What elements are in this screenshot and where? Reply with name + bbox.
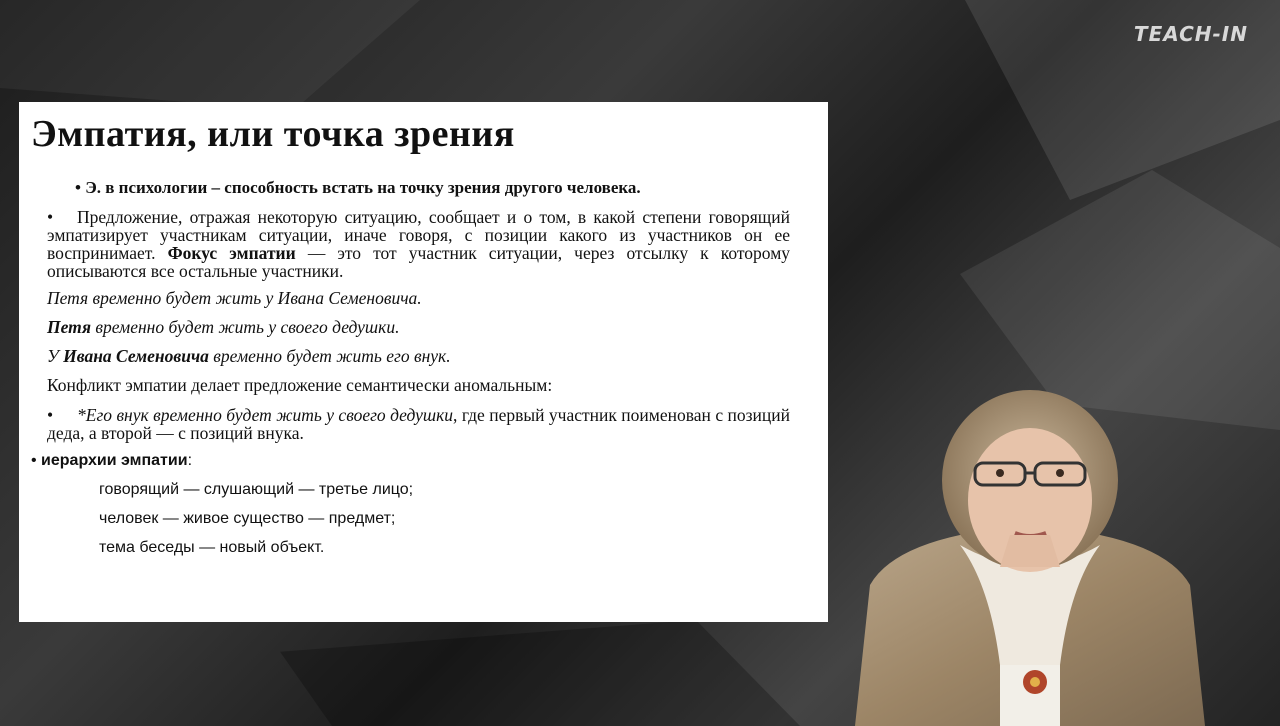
slide-title: Эмпатия, или точка зрения	[31, 113, 515, 155]
example-sentence: У Ивана Семеновича временно будет жить его внук.	[47, 346, 451, 366]
anomalous-example: • *Его внук временно будет жить у своего дедушки, где первый участник поименован с позиций деда, а второй — с позиций внука.	[47, 405, 790, 443]
hierarchy-heading: • иерархии эмпатии:	[31, 452, 193, 469]
bullet-icon: •	[47, 405, 54, 425]
presentation-slide	[19, 102, 828, 622]
empathy-focus-term: Фокус эмпатии	[167, 243, 296, 263]
hierarchy-item: тема беседы — новый объект.	[99, 539, 325, 556]
empathy-paragraph: • Предложение, отражая некоторую ситуацию, сообщает и о том, в какой степени говорящий эмпатизирует участникам ситуации, иначе говоря, с позиции какого из участников он ее воспринимает. Фокус эмпатии — это тот участник ситуации, через отсылку к которому описываются все остальные участники.	[47, 207, 791, 281]
channel-logo: TEACH-IN	[1133, 22, 1248, 46]
conflict-statement: Конфликт эмпатии делает предложение семантически аномальным:	[47, 375, 553, 395]
definition-bullet: • Э. в психологии – способность встать на точку зрения другого человека.	[75, 178, 641, 197]
example-sentence: Петя временно будет жить у своего дедушки.	[47, 317, 400, 337]
hierarchy-item: человек — живое существо — предмет;	[99, 510, 396, 527]
example-sentence: Петя временно будет жить у Ивана Семеновича.	[47, 288, 422, 308]
bullet-icon: •	[31, 452, 42, 469]
hierarchy-item: говорящий — слушающий — третье лицо;	[99, 481, 414, 498]
bullet-icon: •	[47, 207, 54, 227]
speaker-video	[850, 385, 1210, 726]
